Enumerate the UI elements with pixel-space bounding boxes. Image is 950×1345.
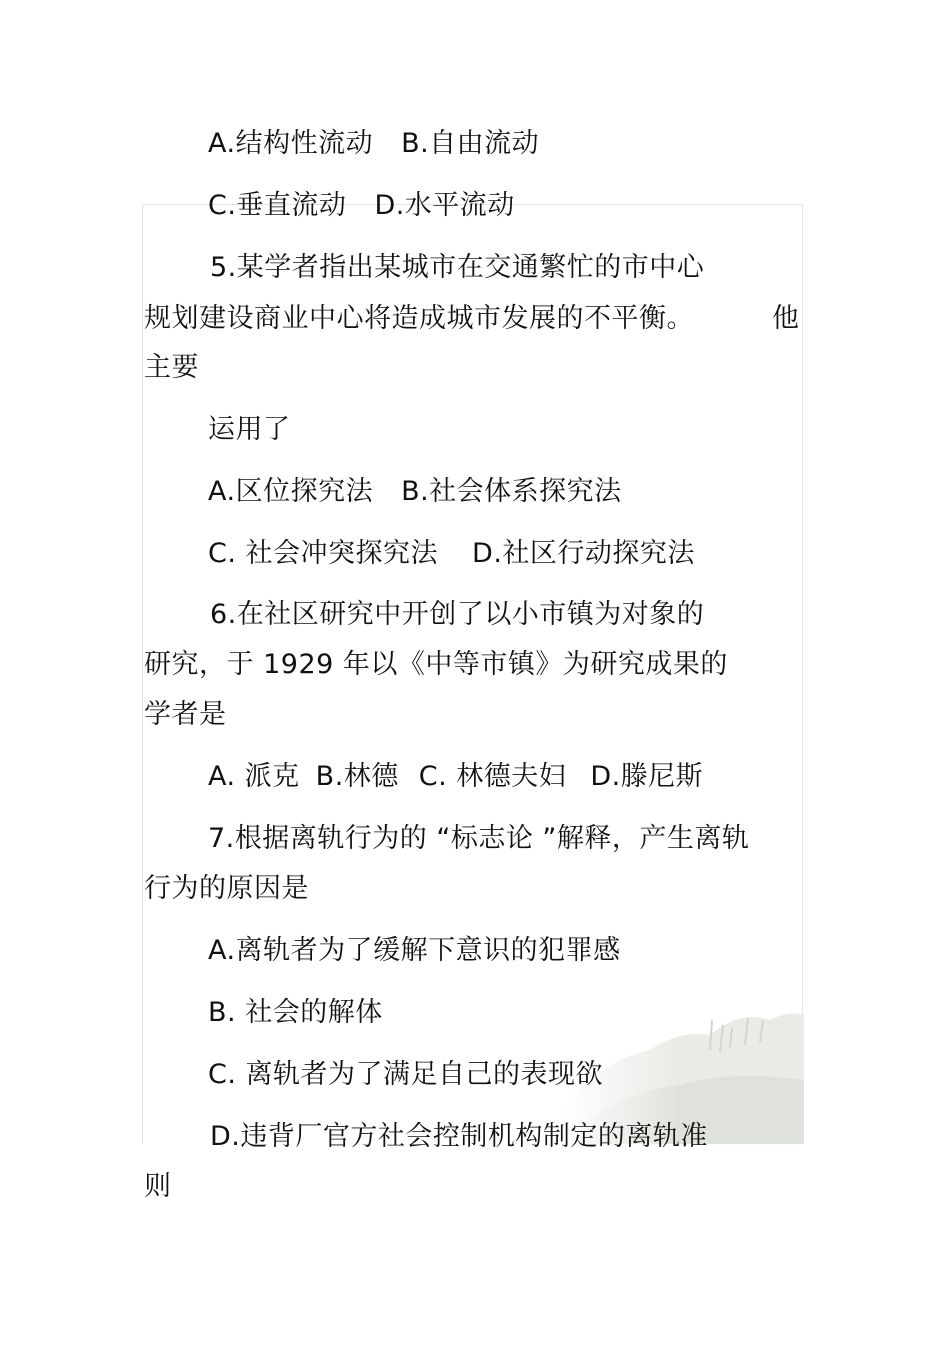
q5-option-c: C. 社会冲突探究法 [208,538,439,569]
q6-stem-line1: 6.在社区研究中开创了以小市镇为对象的 [210,599,705,630]
q6-option-d: D.滕尼斯 [590,761,704,792]
q7-option-d-line1: D.违背厂官方社会控制机构制定的离轨准 [210,1121,708,1152]
q5-options-row2 [208,537,695,571]
q4-option-d: D.水平流动 [374,190,515,221]
q7-option-c: C. 离轨者为了满足自己的表现欲 [208,1059,604,1090]
q6-option-c: C. 林德夫妇 [418,761,567,792]
q6-options-row [208,760,703,794]
q7-option-d-line2: 则 [144,1171,172,1202]
q4-option-c: C.垂直流动 [208,190,347,221]
q4-option-a: A.结构性流动 [208,128,374,159]
q5-stem-line4: 运用了 [208,414,291,445]
q6-option-b: B.林德 [315,761,399,792]
q5-stem-line3: 主要 [144,352,199,383]
q6-stem-line2: 研究，于 1929 年以《中等市镇》为研究成果的 [144,649,728,680]
q6-option-a: A. 派克 [208,761,300,792]
q5-option-a: A.区位探究法 [208,476,374,507]
q5-stem-line2b: 他 [772,303,800,334]
q4-options-row2 [208,189,515,223]
q5-options-row1 [208,475,622,509]
q4-options-row1 [208,127,539,161]
q7-stem-line1: 7.根据离轨行为的 “标志论 ”解释，产生离轨 [208,823,750,854]
q5-option-d: D.社区行动探究法 [472,538,695,569]
q5-stem-line2a: 规划建设商业中心将造成城市发展的不平衡。 [144,303,694,334]
q7-stem-line2: 行为的原因是 [144,873,309,904]
q7-option-a: A.离轨者为了缓解下意识的犯罪感 [208,935,621,966]
q5-option-b: B.社会体系探究法 [401,476,622,507]
q4-option-b: B.自由流动 [401,128,540,159]
q7-option-b: B. 社会的解体 [208,997,383,1028]
q5-stem-line1: 5.某学者指出某城市在交通繁忙的市中心 [210,252,705,283]
q6-stem-line3: 学者是 [144,699,227,730]
